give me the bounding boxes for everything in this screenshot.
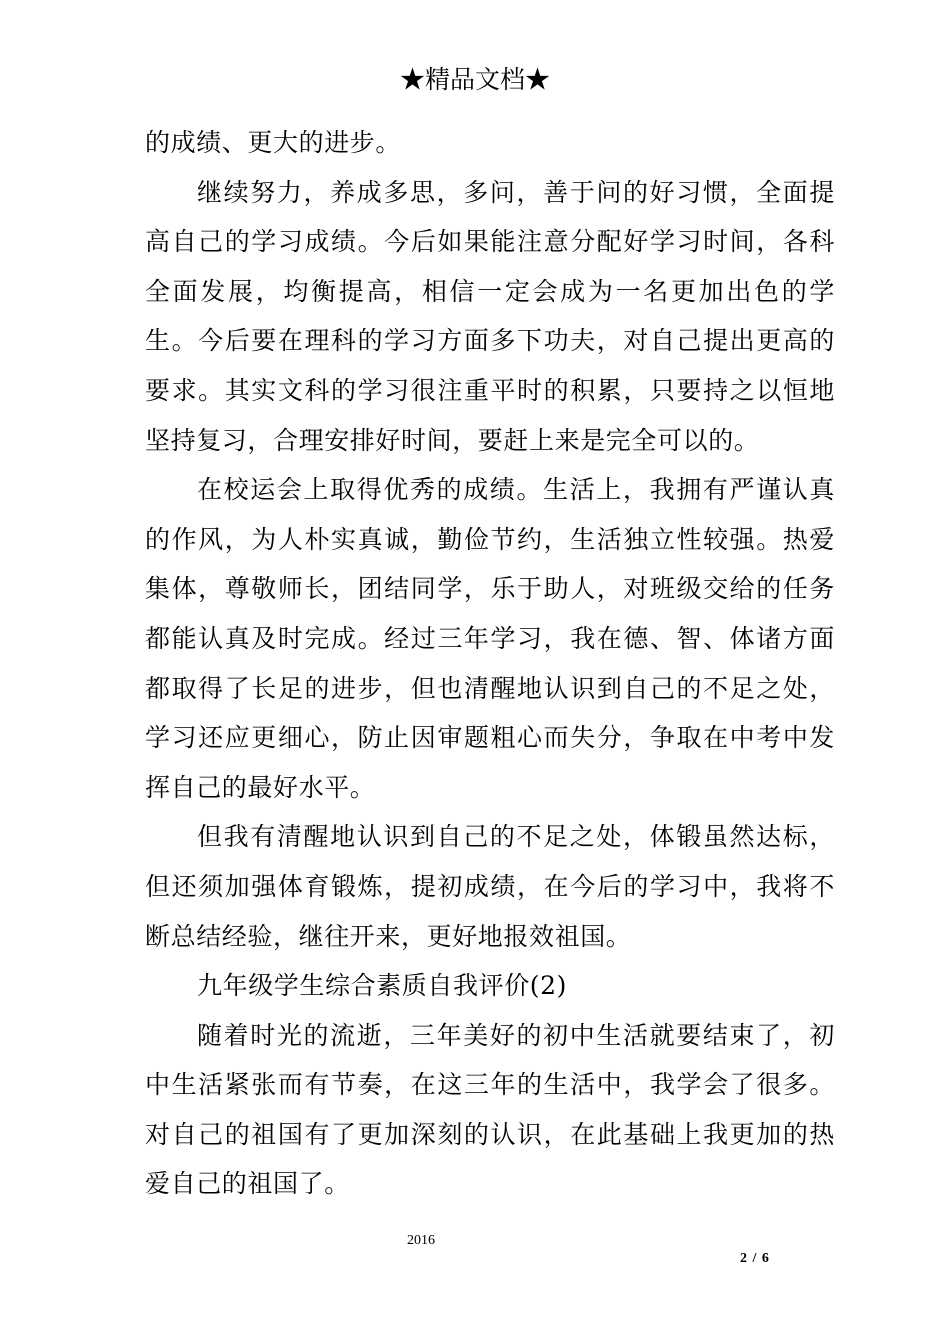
paragraph-continuation: 的成绩、更大的进步。 xyxy=(145,128,402,157)
page-header-title: ★精品文档★ xyxy=(399,65,550,94)
paragraph-shortcomings: 但我有清醒地认识到自己的不足之处，体锻虽然达标，但还须加强体育锻炼，提初成绩，在今后的学习中，我将不断总结经验，继往开来，更好地报效祖国。 xyxy=(145,822,835,951)
document-body xyxy=(145,118,835,1209)
paragraph-reflection: 随着时光的流逝，三年美好的初中生活就要结束了，初中生活紧张而有节奏，在这三年的生活中，我学会了很多。对自己的祖国有了更加深刻的认识，在此基础上我更加的热爱自己的祖国了。 xyxy=(145,1020,835,1199)
paragraph-study-plan: 继续努力，养成多思，多问，善于问的好习惯，全面提高自己的学习成绩。今后如果能注意分配好学习时间，各科全面发展，均衡提高，相信一定会成为一名更加出色的学生。今后要在理科的学习方面多下功夫，对自己提出更高的要求。其实文科的学习很注重平时的积累，只要持之以恒地坚持复习，合理安排好时间，要赶上来是完全可以的。 xyxy=(145,177,835,455)
footer-year: 2016 xyxy=(407,1233,435,1248)
page-number: 2 / 6 xyxy=(740,1251,770,1266)
paragraph-life-and-character: 在校运会上取得优秀的成绩。生活上，我拥有严谨认真的作风，为人朴实真诚，勤俭节约，生活独立性较强。热爱集体，尊敬师长，团结同学，乐于助人，对班级交给的任务都能认真及时完成。经过三年学习，我在德、智、体诸方面都取得了长足的进步，但也清醒地认识到自己的不足之处，学习还应更细心，防止因审题粗心而失分，争取在中考中发挥自己的最好水平。 xyxy=(145,475,835,802)
section-heading: 九年级学生综合素质自我评价(2) xyxy=(197,971,568,1001)
